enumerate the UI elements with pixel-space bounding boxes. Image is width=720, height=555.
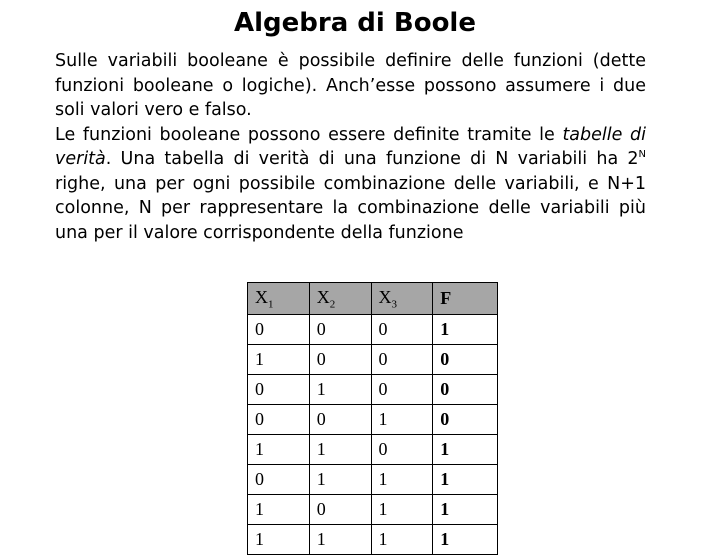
table-row — [248, 495, 498, 525]
paragraph-2 — [55, 123, 646, 246]
table-row — [248, 465, 498, 495]
table-cell-f: 1 — [433, 465, 498, 495]
table-cell: 1 — [371, 495, 433, 525]
table-row — [248, 345, 498, 375]
paragraph-2-mid: . Una tabella di verità di una funzione di N variabili ha 2 — [105, 149, 639, 169]
table-row — [248, 435, 498, 465]
table-cell: 0 — [248, 375, 310, 405]
header-x1-sub: 1 — [268, 298, 274, 311]
header-f: F — [433, 283, 498, 315]
table-cell-f: 1 — [433, 435, 498, 465]
table-cell: 1 — [371, 525, 433, 555]
table-cell-f: 0 — [433, 405, 498, 435]
table-cell-f: 0 — [433, 345, 498, 375]
table-cell: 0 — [309, 405, 371, 435]
table-cell: 0 — [309, 345, 371, 375]
header-x3 — [371, 283, 433, 315]
paragraph-2-suffix: righe, una per ogni possibile combinazione delle variabili, e N+1 colonne, N per rappresentare la combinazione delle variabili più una per il valore corrispondente della funzione — [55, 173, 646, 243]
header-x2 — [309, 283, 371, 315]
paragraph-2-prefix: Le funzioni booleane possono essere definite tramite le — [55, 124, 563, 145]
truth-table-header-row — [248, 283, 498, 315]
table-cell: 1 — [248, 435, 310, 465]
table-cell: 1 — [309, 465, 371, 495]
table-cell: 0 — [371, 345, 433, 375]
table-cell: 1 — [248, 345, 310, 375]
table-cell-f: 1 — [433, 315, 498, 345]
table-row — [248, 405, 498, 435]
table-cell: 1 — [248, 525, 310, 555]
paragraph-1: Sulle variabili booleane è possibile definire delle funzioni (dette funzioni booleane o logiche). Anch’esse possono assumere i due soli valori vero e falso. — [55, 51, 646, 120]
table-cell: 1 — [371, 405, 433, 435]
table-cell: 0 — [371, 375, 433, 405]
table-cell: 0 — [248, 315, 310, 345]
table-cell: 1 — [309, 525, 371, 555]
table-cell: 0 — [309, 495, 371, 525]
table-cell-f: 1 — [433, 525, 498, 555]
paragraph-2-emphasis: tabelle di verità — [55, 124, 646, 169]
table-row — [248, 315, 498, 345]
table-cell-f: 0 — [433, 375, 498, 405]
header-x2-base: X — [316, 286, 330, 307]
table-cell-f: 1 — [433, 495, 498, 525]
table-cell: 0 — [309, 315, 371, 345]
header-x2-sub: 2 — [329, 298, 336, 311]
header-x3-sub: 3 — [391, 298, 398, 311]
table-cell: 1 — [309, 375, 371, 405]
table-row — [248, 375, 498, 405]
header-x1 — [248, 283, 310, 315]
table-cell: 0 — [248, 405, 310, 435]
table-cell: 1 — [248, 495, 310, 525]
header-x1-base: X — [255, 286, 268, 307]
table-cell: 0 — [248, 465, 310, 495]
table-cell: 0 — [371, 315, 433, 345]
table-cell: 1 — [309, 435, 371, 465]
slide-title: Algebra di Boole — [234, 8, 476, 38]
header-x3-base: X — [378, 286, 392, 307]
table-cell: 0 — [371, 435, 433, 465]
body-text — [55, 49, 646, 245]
table-cell: 1 — [371, 465, 433, 495]
paragraph-2-superscript: N — [638, 149, 646, 160]
truth-table — [247, 282, 498, 555]
